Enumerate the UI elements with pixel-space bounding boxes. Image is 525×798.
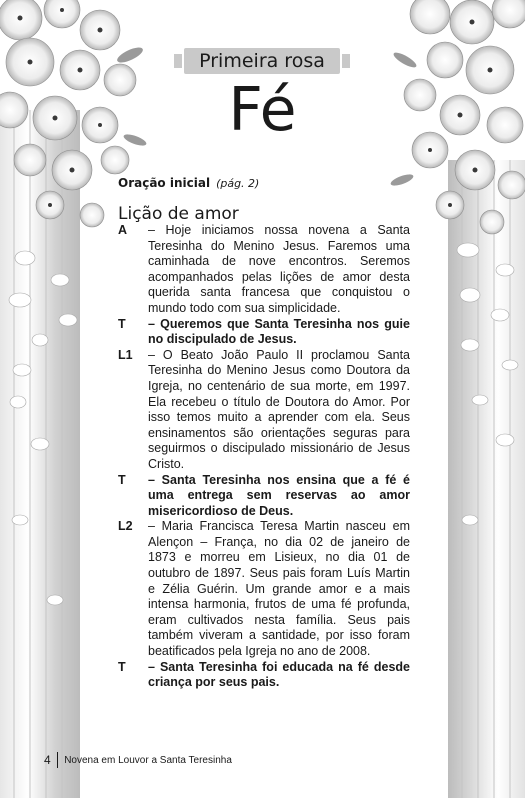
page-footer <box>44 752 232 768</box>
book-title: Novena em Louvor a Santa Teresinha <box>64 754 232 766</box>
speaker-label: T <box>118 472 126 487</box>
section-tag: Primeira rosa <box>184 48 340 74</box>
speaker-label: A <box>118 223 128 237</box>
speaker-label: L1 <box>118 347 133 362</box>
footer-divider <box>57 752 59 768</box>
opening-prayer-label: Oração inicial <box>118 176 211 190</box>
dialogue-entry <box>118 473 410 520</box>
dialogue-entry <box>118 223 410 317</box>
dialogue-entry <box>118 519 410 659</box>
page-number: 4 <box>44 753 51 767</box>
speaker-label: T <box>118 316 126 331</box>
entry-text: – Maria Francisca Teresa Martin nasceu em Alençon – França, no dia 02 de janeiro de 1873 e morreu em Lisieux, no dia 01 de outubro de 1897. Seus pais foram Luís Martin e Zélia Guérin. Um grande amor e a mais intensa harmonia, frutos de uma fé profunda, eram cultivados nesta família. Seus pais também viveram a santidade, por isso foram beatificados pela Igreja no ano de 2008. <box>148 519 410 659</box>
speaker-label: T <box>118 659 126 674</box>
dialogue-entry <box>118 660 410 691</box>
dialogue-entry <box>118 317 410 348</box>
entry-text: – O Beato João Paulo II proclamou Santa Teresinha do Menino Jesus como Doutora da Igreja, no centenário de sua morte, em 1997. Ela recebeu o título de Doutora do Amor. Por isso temos muito a aprender com ela. Seus ensinamentos são orientações seguras para seguirmos o discipulado missionário de Jesus Cristo. <box>148 347 410 471</box>
section-heading: Lição de amor <box>118 204 239 224</box>
page-reference: (pág. 2) <box>216 177 260 190</box>
entry-text: – Queremos que Santa Teresinha nos guie no discipulado de Jesus. <box>148 316 410 347</box>
entry-text: – Santa Teresinha foi educada na fé desde criança por seus pais. <box>148 659 410 690</box>
opening-prayer-line <box>118 176 259 190</box>
speaker-label: L2 <box>118 519 133 534</box>
page-title: Fé <box>228 75 297 145</box>
dialogue-entry <box>118 348 410 473</box>
entry-text: – Santa Teresinha nos ensina que a fé é uma entrega sem reservas ao amor misericordioso de Deus. <box>148 472 410 518</box>
dialogue-body <box>118 223 410 691</box>
entry-text: – Hoje iniciamos nossa novena a Santa Teresinha do Menino Jesus. Faremos uma caminhada de nove encontros. Seremos acompanhados pelas lições de amor desta querida santa francesa que conquistou o mundo todo com sua simplicidade. <box>148 223 410 315</box>
